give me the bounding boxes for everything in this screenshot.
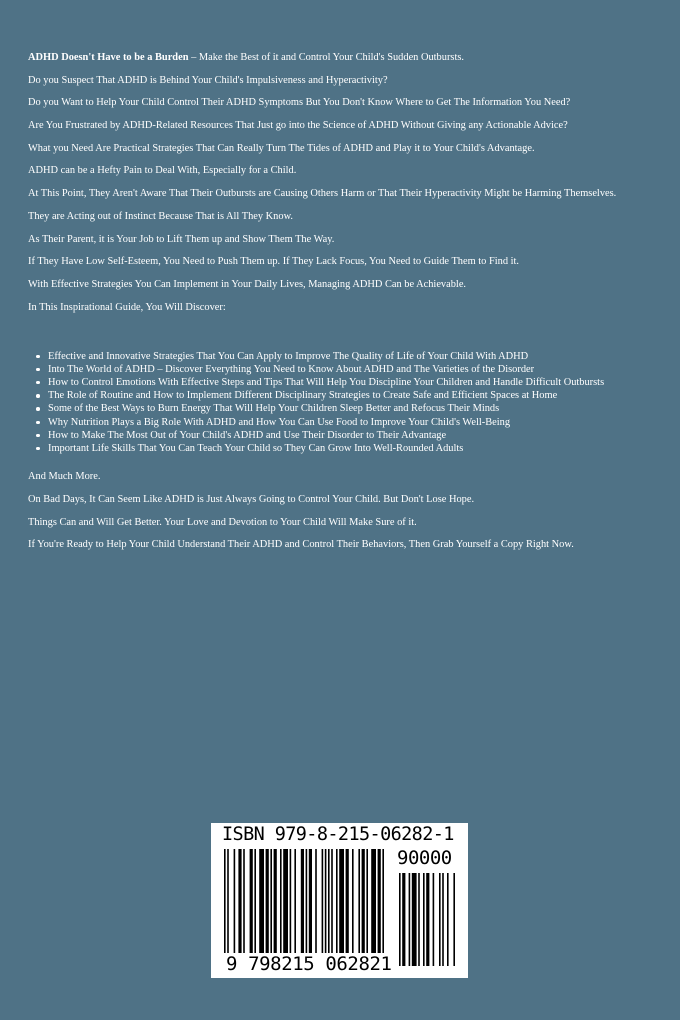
barcode-bar (259, 849, 264, 955)
barcode-bar (306, 849, 308, 955)
bullet-icon (36, 368, 40, 372)
bullet-icon (36, 381, 40, 385)
barcode-bar (227, 849, 229, 967)
bullet-list (28, 350, 658, 456)
list-item (36, 429, 658, 442)
barcode-bar (336, 849, 338, 955)
list-item-text: How to Make The Most Out of Your Child's ADHD and Use Their Disorder to Their Advantage (48, 429, 447, 441)
paragraph: ADHD can be a Hefty Pain to Deal With, Especially for a Child. (28, 165, 297, 177)
barcode-bar (447, 873, 449, 966)
barcode-bar (339, 849, 344, 955)
paragraph: Do you Suspect That ADHD is Behind Your Child's Impulsiveness and Hyperactivity? (28, 74, 388, 86)
paragraph: At This Point, They Aren't Aware That Their Outbursts are Causing Others Harm or That Their Hyperactivity Might be Harming Themselves. (28, 188, 617, 200)
barcode-bar (371, 849, 376, 955)
barcode-bar (328, 849, 330, 955)
barcode-bar (423, 873, 425, 966)
barcode-bar (238, 849, 241, 955)
paragraph: On Bad Days, It Can Seem Like ADHD is Just Always Going to Control Your Child. But Don't Lose Hope. (28, 493, 475, 505)
intro-paragraph (28, 51, 658, 64)
barcode-bar (301, 849, 304, 955)
barcode-bar (442, 873, 444, 966)
isbn-label: ISBN 979-8-215-06282-1 (222, 824, 454, 845)
paragraph: As Their Parent, it is Your Job to Lift Them up and Show Them The Way. (28, 233, 335, 245)
barcode-bar (409, 873, 411, 966)
barcode-bar (274, 849, 277, 955)
paragraph: With Effective Strategies You Can Implement in Your Daily Lives, Managing ADHD Can be Achievable. (28, 278, 467, 290)
addon-barcode-bars (399, 873, 455, 966)
paragraph: Do you Want to Help Your Child Control Their ADHD Symptoms But You Don't Know Where to Get The Information You Need? (28, 97, 571, 109)
list-item-text: How to Control Emotions With Effective Steps and Tips That Will Help You Discipline Your Children and Handle Difficult Outbursts (48, 376, 605, 388)
bullet-icon (36, 421, 40, 425)
price-code: 90000 (397, 847, 452, 869)
list-item (36, 416, 658, 429)
list-item-text: The Role of Routine and How to Implement Different Disciplinary Strategies to Create Safe and Efficient Spaces at Home (48, 390, 558, 402)
headline-bold: ADHD Doesn't Have to be a Burden (28, 52, 189, 63)
barcode-bar (243, 849, 245, 955)
list-item-text: Important Life Skills That You Can Teach Your Child so They Can Grow Into Well-Rounded Adults (48, 442, 464, 454)
bullet-icon (36, 434, 40, 438)
barcode-bar (426, 873, 429, 966)
barcode-bars (224, 849, 384, 967)
isbn-barcode (211, 823, 468, 978)
barcode-bar (366, 849, 368, 955)
list-item-text: Into The World of ADHD – Discover Everything You Need to Know About ADHD and The Varieties of the Disorder (48, 363, 535, 375)
barcode-bar (418, 873, 420, 966)
back-cover-text (28, 51, 658, 561)
barcode-bar (352, 849, 354, 955)
barcode-bar (254, 849, 256, 955)
isbn-digits: 9 798215 062821 (226, 953, 392, 975)
barcode-bar (283, 849, 288, 955)
barcode-bar (378, 849, 381, 955)
barcode-bar (358, 849, 360, 955)
list-item-text: Effective and Innovative Strategies That You Can Apply to Improve The Quality of Life of Your Child With ADHD (48, 350, 529, 362)
headline-rest: – Make the Best of it and Control Your Child's Sudden Outbursts. (188, 52, 464, 63)
barcode-bar (433, 873, 435, 966)
list-item (36, 363, 658, 376)
list-item (36, 376, 658, 389)
paragraph: Are You Frustrated by ADHD-Related Resources That Just go into the Science of ADHD Without Giving any Actionable Advice? (28, 120, 568, 132)
paragraph: And Much More. (28, 471, 101, 483)
list-item-text: Some of the Best Ways to Burn Energy That Will Help Your Children Sleep Better and Refocus Their Minds (48, 403, 500, 415)
barcode-bar (250, 849, 253, 955)
barcode-bar (412, 873, 417, 966)
barcode-bar (309, 849, 312, 955)
barcode-bar (234, 849, 236, 955)
barcode-bar (346, 849, 349, 955)
barcode-bar (294, 849, 296, 955)
paragraph: If You're Ready to Help Your Child Understand Their ADHD and Control Their Behaviors, Then Grab Yourself a Copy Right Now. (28, 539, 574, 551)
barcode-bar (290, 849, 292, 955)
barcode-bar (382, 849, 384, 955)
paragraph: They are Acting out of Instinct Because That is All They Know. (28, 210, 293, 222)
barcode-bar (322, 849, 324, 955)
bullet-icon (36, 355, 40, 359)
list-item (36, 442, 658, 455)
paragraph: If They Have Low Self-Esteem, You Need to Push Them up. If They Lack Focus, You Need to Guide Them to Find it. (28, 256, 519, 268)
barcode-bar (439, 873, 441, 966)
barcode-bar (224, 849, 226, 967)
paragraph: In This Inspirational Guide, You Will Discover: (28, 301, 226, 313)
barcode-bar (270, 849, 272, 955)
list-item (36, 389, 658, 402)
list-item (36, 350, 658, 363)
bullet-icon (36, 407, 40, 411)
barcode-bar (399, 873, 401, 966)
barcode-bar (325, 849, 327, 955)
list-item (36, 402, 658, 415)
barcode-bar (453, 873, 455, 966)
barcode-bar (280, 849, 282, 955)
barcode-bar (402, 873, 405, 966)
paragraph: Things Can and Will Get Better. Your Love and Devotion to Your Child Will Make Sure of it. (28, 516, 417, 528)
barcode-bar (266, 849, 269, 955)
barcode-bar (315, 849, 317, 955)
barcode-bar (362, 849, 365, 955)
bullet-icon (36, 394, 40, 398)
barcode-bar (331, 849, 333, 955)
list-item-text: Why Nutrition Plays a Big Role With ADHD and How You Can Use Food to Improve Your Child's Well-Being (48, 416, 511, 428)
bullet-icon (36, 447, 40, 451)
paragraph: What you Need Are Practical Strategies That Can Really Turn The Tides of ADHD and Play it to Your Child's Advantage. (28, 142, 535, 154)
